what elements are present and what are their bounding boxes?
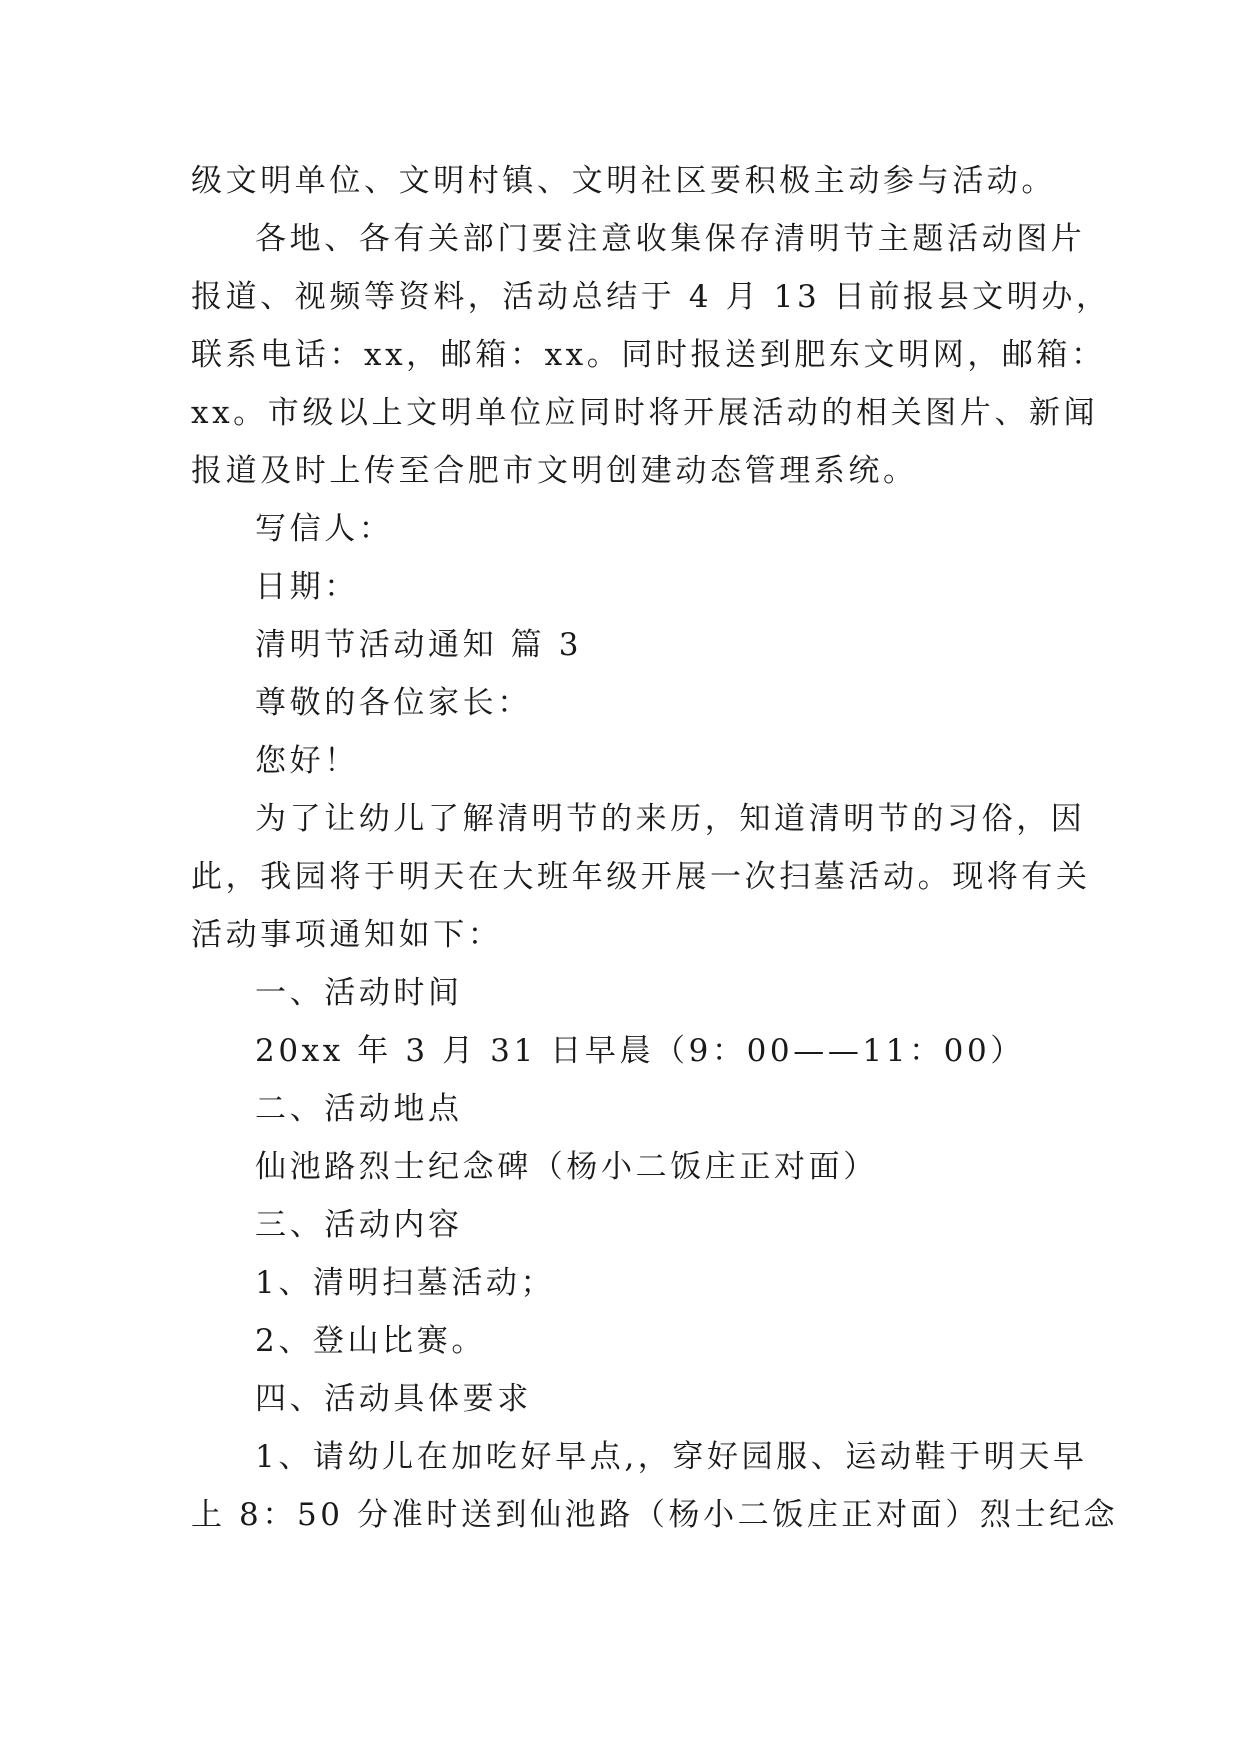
greeting: 您好！ xyxy=(255,743,359,779)
list-item: 2、登山比赛。 xyxy=(255,1323,486,1359)
text-line: xx。市级以上文明单位应同时将开展活动的相关图片、新闻 xyxy=(191,395,1099,431)
signature-label: 写信人： xyxy=(255,511,394,547)
text-line: 仙池路烈士纪念碑（杨小二饭庄正对面） xyxy=(255,1149,878,1185)
heading-content: 三、活动内容 xyxy=(255,1207,463,1243)
text-line: 联系电话：xx，邮箱：xx。同时报送到肥东文明网，邮箱： xyxy=(191,337,1106,373)
text-line: 报道、视频等资料，活动总结于 4 月 13 日前报县文明办， xyxy=(191,279,1111,315)
text-line: 级文明单位、文明村镇、文明社区要积极主动参与活动。 xyxy=(191,163,1056,199)
text-line: 为了让幼儿了解清明节的来历，知道清明节的习俗，因 xyxy=(255,801,1086,837)
document-body xyxy=(191,152,1119,1544)
text-line: 上 8：50 分准时送到仙池路（杨小二饭庄正对面）烈士纪念 xyxy=(191,1497,1119,1533)
text-line: 此，我园将于明天在大班年级开展一次扫墓活动。现将有关 xyxy=(191,859,1091,895)
text-line: 20xx 年 3 月 31 日早晨（9：00——11：00） xyxy=(255,1033,1025,1069)
list-item: 1、请幼儿在加吃好早点,，穿好园服、运动鞋于明天早 xyxy=(255,1439,1088,1475)
text-line: 活动事项通知如下： xyxy=(191,917,503,953)
text-line: 各地、各有关部门要注意收集保存清明节主题活动图片 xyxy=(255,221,1086,257)
date-label: 日期： xyxy=(255,569,359,605)
section-title: 清明节活动通知 篇 3 xyxy=(255,627,583,663)
heading-requirements: 四、活动具体要求 xyxy=(255,1381,532,1417)
salutation: 尊敬的各位家长： xyxy=(255,685,532,721)
list-item: 1、清明扫墓活动； xyxy=(255,1265,556,1301)
heading-location: 二、活动地点 xyxy=(255,1091,463,1127)
text-line: 报道及时上传至合肥市文明创建动态管理系统。 xyxy=(191,453,918,489)
heading-time: 一、活动时间 xyxy=(255,975,463,1011)
